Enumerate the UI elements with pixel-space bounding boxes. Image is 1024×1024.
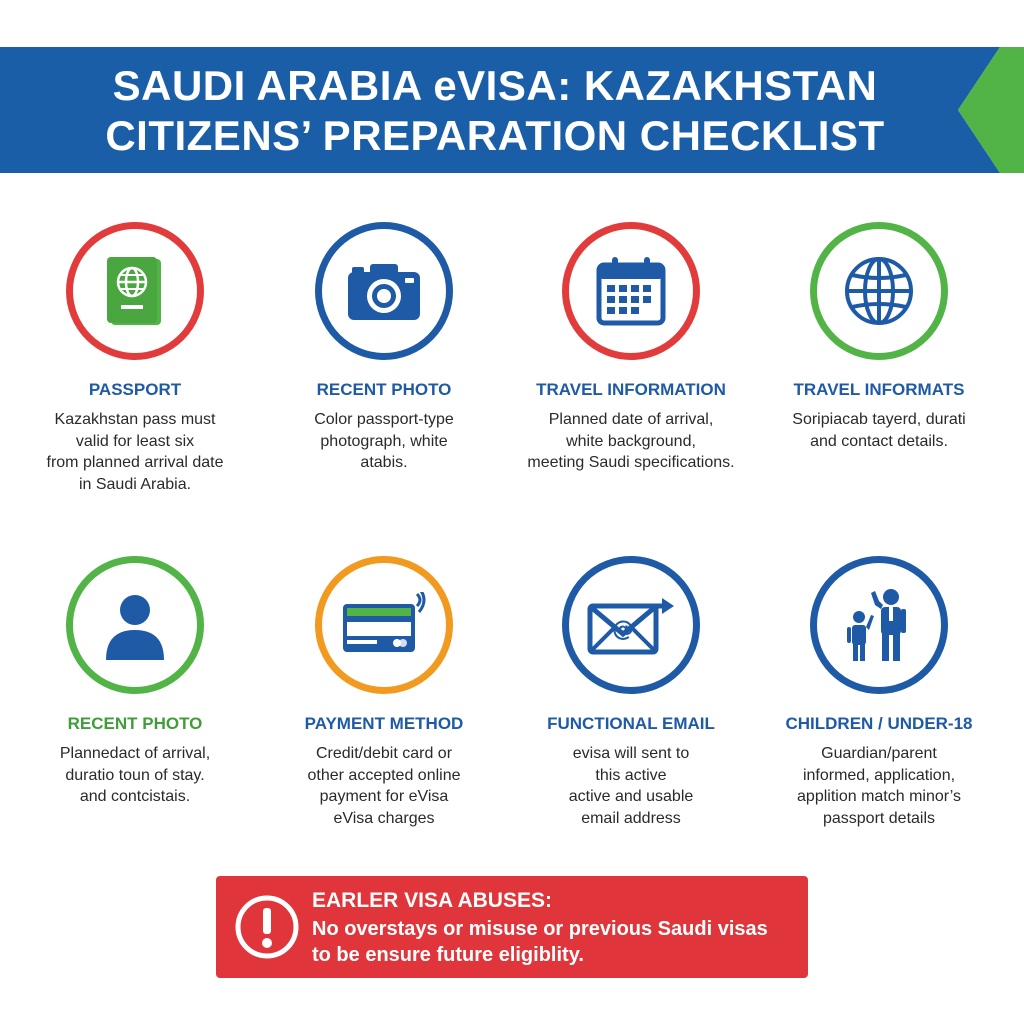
item-title: CHILDREN / UNDER-18 bbox=[785, 714, 973, 733]
desc-line: passport details bbox=[822, 809, 936, 827]
desc-line: and contact details. bbox=[810, 432, 948, 450]
passport-icon bbox=[97, 253, 173, 329]
header-banner bbox=[0, 47, 1024, 173]
desc-line: white background, bbox=[566, 432, 696, 450]
desc-line: duratio toun of stay. bbox=[65, 766, 205, 784]
icon-ring bbox=[810, 556, 948, 694]
desc-line: applition match minor’s bbox=[797, 788, 961, 805]
icon-ring bbox=[315, 556, 453, 694]
item-description bbox=[508, 409, 754, 474]
item-title: PASSPORT bbox=[88, 380, 182, 399]
email-icon bbox=[586, 592, 676, 658]
desc-line: informed, application, bbox=[802, 766, 956, 784]
item-title: RECENT PHOTO bbox=[67, 714, 203, 733]
desc-line: Guardian/parent bbox=[821, 745, 937, 762]
desc-line: in Saudi Arabia. bbox=[78, 475, 192, 493]
desc-line: eVisa charges bbox=[333, 809, 435, 827]
icon-ring bbox=[66, 556, 204, 694]
desc-line: Planned date of arrival, bbox=[548, 411, 714, 428]
icon-ring bbox=[810, 222, 948, 360]
item-title: PAYMENT METHOD bbox=[304, 714, 464, 733]
warning-text bbox=[312, 916, 768, 968]
page-title bbox=[0, 61, 990, 161]
warning-box bbox=[216, 876, 808, 978]
desc-line: Soripiacab tayerd, durati bbox=[792, 411, 966, 428]
camera-icon bbox=[344, 258, 424, 324]
desc-line: Plannedact of arrival, bbox=[59, 745, 211, 762]
desc-line: evisa will sent to bbox=[572, 745, 690, 762]
warning-line: No overstays or misuse or previous Saudi visas bbox=[312, 918, 768, 940]
item-description bbox=[261, 743, 507, 829]
icon-ring bbox=[562, 222, 700, 360]
item-description bbox=[756, 409, 1002, 452]
warning-title: EARLER VISA ABUSES: bbox=[312, 889, 552, 912]
item-description bbox=[12, 743, 258, 808]
item-description bbox=[12, 409, 258, 495]
desc-line: this active bbox=[595, 766, 667, 784]
icon-ring bbox=[562, 556, 700, 694]
desc-line: email address bbox=[581, 809, 681, 827]
icon-ring bbox=[315, 222, 453, 360]
desc-line: from planned arrival date bbox=[46, 454, 224, 471]
warning-line: to be ensure future eligiblity. bbox=[312, 944, 584, 966]
exclamation-icon bbox=[234, 894, 300, 960]
desc-line: and contcistais. bbox=[79, 788, 191, 805]
desc-line: atabis. bbox=[360, 454, 408, 471]
title-line-1: SAUDI ARABIA eVISA: KAZAKHSTAN bbox=[112, 62, 878, 109]
globe-icon bbox=[841, 253, 917, 329]
icon-ring bbox=[66, 222, 204, 360]
desc-line: Color passport-type bbox=[314, 411, 454, 428]
calendar-icon bbox=[593, 253, 669, 329]
desc-line: Credit/debit card or bbox=[315, 745, 453, 762]
item-title: FUNCTIONAL EMAIL bbox=[547, 714, 715, 733]
item-description bbox=[508, 743, 754, 829]
desc-line: active and usable bbox=[568, 788, 694, 805]
person-icon bbox=[100, 588, 170, 662]
credit-card-icon bbox=[339, 592, 429, 658]
item-title: TRAVEL INFORMATS bbox=[793, 380, 965, 399]
title-line-2: CITIZENS’ PREPARATION CHECKLIST bbox=[105, 112, 885, 159]
item-title: TRAVEL INFORMATION bbox=[536, 380, 726, 399]
desc-line: Kazakhstan pass must bbox=[54, 411, 216, 428]
parent-child-icon bbox=[839, 585, 919, 665]
item-description bbox=[261, 409, 507, 474]
desc-line: payment for eVisa bbox=[319, 788, 449, 805]
item-title: RECENT PHOTO bbox=[316, 380, 452, 399]
desc-line: other accepted online bbox=[307, 766, 461, 784]
desc-line: valid for least six bbox=[75, 432, 195, 450]
desc-line: meeting Saudi specifications. bbox=[527, 454, 735, 471]
desc-line: photograph, white bbox=[320, 432, 448, 450]
item-description bbox=[756, 743, 1002, 829]
svg-text:@: @ bbox=[612, 617, 634, 642]
